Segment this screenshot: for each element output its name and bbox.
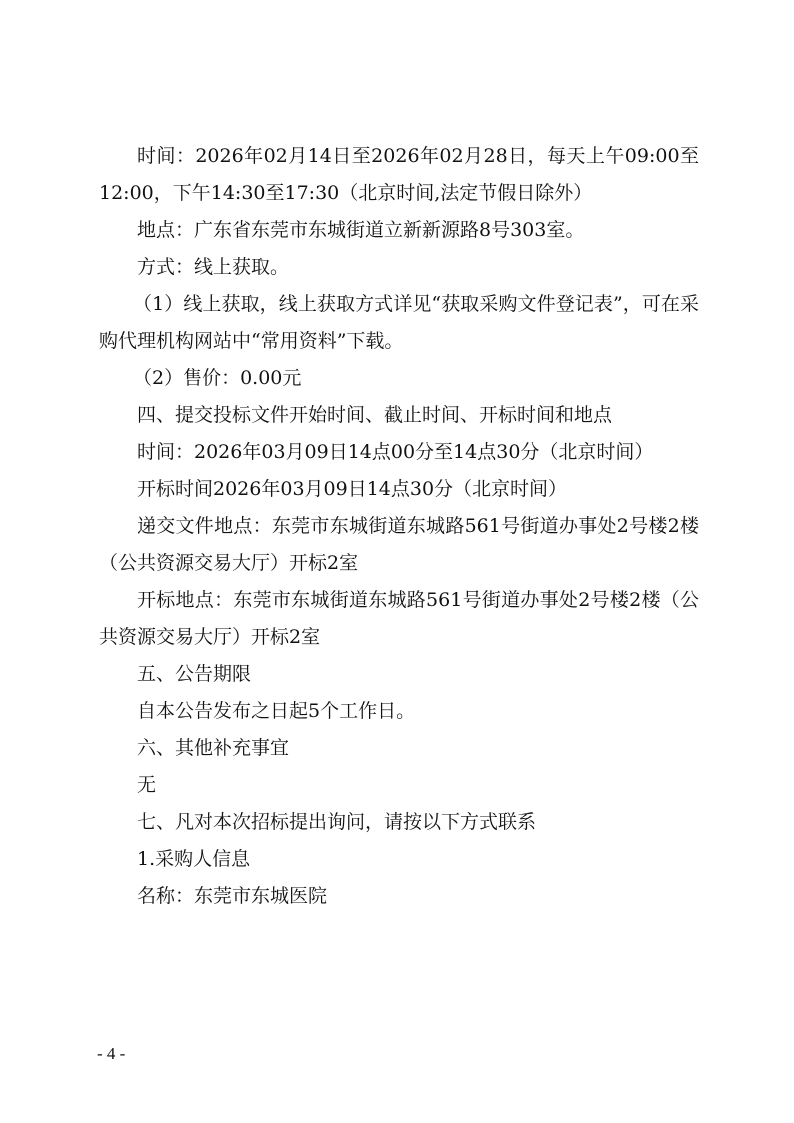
paragraph-document-method: 方式：线上获取。 xyxy=(137,256,290,278)
section-heading-notice-period: 五、公告期限 xyxy=(137,663,252,685)
section-heading-contact: 七、凡对本次招标提出询问，请按以下方式联系 xyxy=(137,811,537,833)
paragraph-purchaser-info: 1.采购人信息 xyxy=(137,848,251,870)
paragraph-price: （2）售价：0.00元 xyxy=(133,367,302,389)
paragraph-other-matters: 无 xyxy=(137,774,157,796)
paragraph-document-location: 地点：广东省东莞市东城街道立新新源路8号303室。 xyxy=(137,219,585,241)
page-number: - 4 - xyxy=(97,1044,126,1063)
section-heading-other-matters: 六、其他补充事宜 xyxy=(137,737,290,759)
paragraph-submission-location: 递交文件地点：东莞市东城街道东城路561号街道办事处2号楼2楼（公共资源交易大厅）开标2室 xyxy=(99,515,699,574)
paragraph-opening-location: 开标地点：东莞市东城街道东城路561号街道办事处2号楼2楼（公共资源交易大厅）开标2室 xyxy=(99,589,699,648)
section-heading-submission: 四、提交投标文件开始时间、截止时间、开标时间和地点 xyxy=(137,404,613,426)
paragraph-online-access: （1）线上获取，线上获取方式详见“获取采购文件登记表”，可在采购代理机构网站中“常用资料”下载。 xyxy=(99,293,699,352)
paragraph-purchaser-name: 名称：东莞市东城医院 xyxy=(137,885,328,907)
paragraph-document-time: 时间：2026年02月14日至2026年02月28日，每天上午09:00至12:00，下午14:30至17:30（北京时间,法定节假日除外） xyxy=(99,145,699,204)
paragraph-notice-period: 自本公告发布之日起5个工作日。 xyxy=(137,700,416,722)
paragraph-submission-time: 时间：2026年03月09日14点00分至14点30分（北京时间） xyxy=(137,441,654,463)
document-body xyxy=(99,138,699,915)
paragraph-opening-time: 开标时间2026年03月09日14点30分（北京时间） xyxy=(137,478,568,500)
